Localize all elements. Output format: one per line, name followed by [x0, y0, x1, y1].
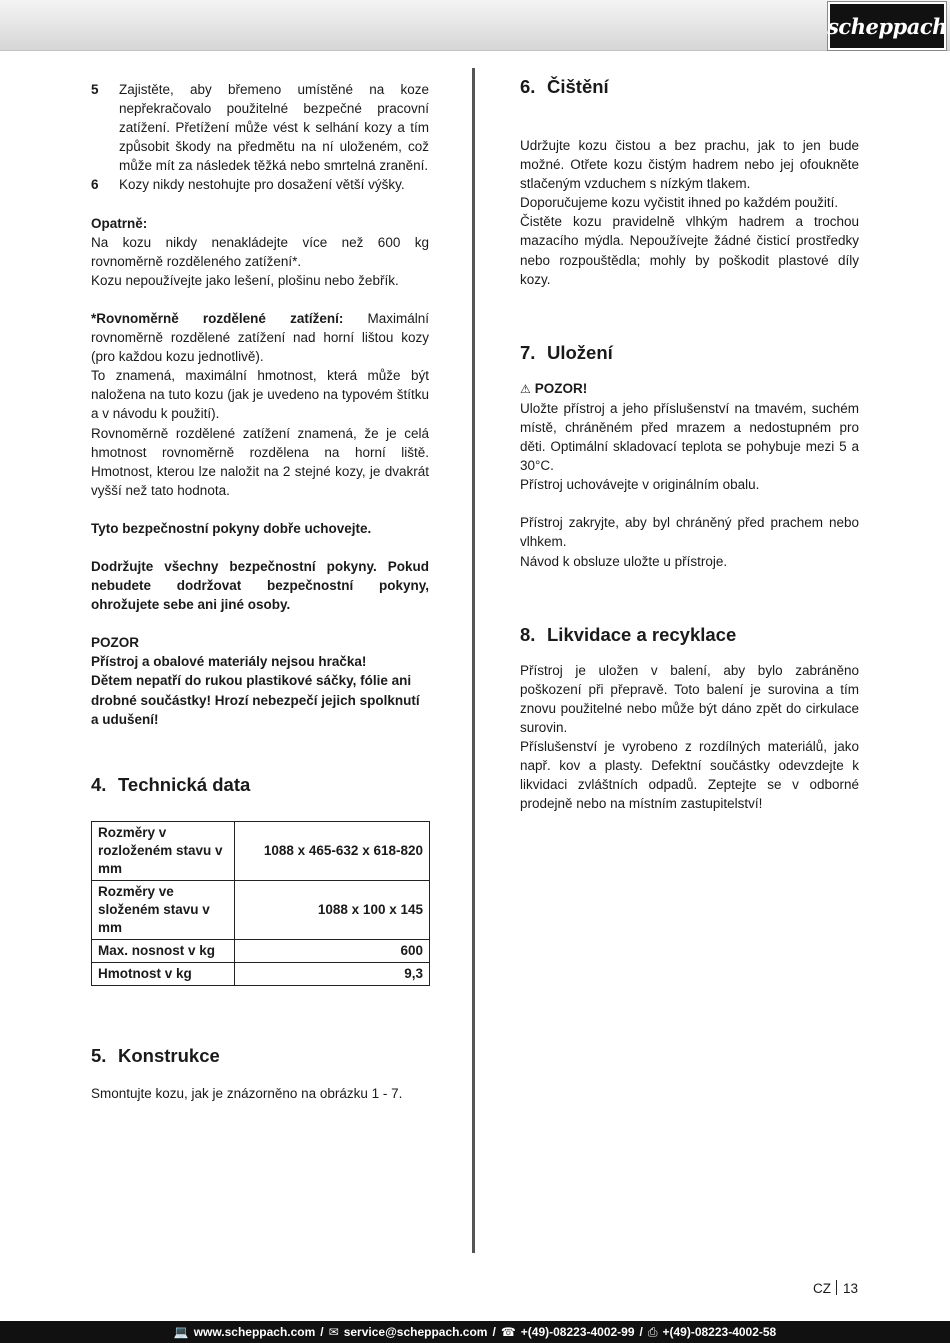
section-6-text: Udržujte kozu čistou a bez prachu, jak to jen bude možné. Otřete kozu čistým hadrem nebo jej ofoukněte stlačeným vzduchem s nízkým tlakem.: [520, 138, 859, 192]
footer-web[interactable]: www.scheppach.com: [193, 1325, 316, 1339]
section-title: Čištění: [547, 76, 609, 97]
computer-icon: 💻: [173, 1325, 189, 1339]
section-7-text: Návod k obsluze uložte u přístroje.: [520, 553, 728, 569]
udl-definition: [91, 309, 429, 366]
technical-data-table: [91, 821, 430, 986]
section-number: 6.: [520, 76, 536, 97]
footer-separator: /: [320, 1325, 324, 1339]
table-label: Rozměry ve složeném stavu v mm: [92, 880, 235, 939]
storage-warning: [520, 379, 859, 399]
item-text: Kozy nikdy nestohujte pro dosažení větší výšky.: [119, 177, 405, 193]
section-6-heading: [520, 75, 859, 99]
keep-instructions: Tyto bezpečnostní pokyny dobře uchovejte.: [91, 520, 372, 536]
section-5-heading: [91, 1044, 429, 1068]
caution-heading: Opatrně:: [91, 215, 148, 231]
udl-def: Maximální rovnoměrně rozdělené zatížení nad horní lištou kozy (pro každou kozu jednotlivě).: [91, 310, 430, 365]
section-6-text: Čistěte kozu pravidelně vlhkým hadrem a trochou mazacího mýdla. Nepoužívejte žádné čisticí prostředky nebo rozpouštědla; mohly by poškodit plastové díly kozy.: [520, 214, 859, 287]
section-number: 7.: [520, 341, 536, 363]
footer-fax: +(49)-08223-4002-58: [662, 1325, 777, 1339]
warning-triangle-icon: ⚠: [520, 381, 531, 396]
section-title: Konstrukce: [118, 1044, 220, 1066]
footer-bar: [0, 1321, 950, 1343]
section-7-text: Přístroj zakryjte, aby byl chráněný před prachem nebo vlhkem.: [520, 515, 859, 550]
table-row: [92, 962, 430, 985]
table-value: 600: [235, 939, 430, 962]
header-bar: [0, 0, 950, 51]
section-7-text: Uložte přístroj a jeho příslušenství na tmavém, suchém místě, chráněném před mrazem a nedostupném pro děti. Optimální skladovací teplota se pohybuje mezi 5 a 30°C.: [520, 400, 859, 474]
udl-paragraph: Rovnoměrně rozdělené zatížení znamená, že je celá hmotnost rovnoměrně rozdělena na horní liště. Hmotnost, kterou lze naložit na 2 stejné kozy, je dvakrát vyšší než tato hodnota.: [91, 425, 429, 498]
section-4-heading: [91, 773, 429, 797]
page-lang: CZ: [813, 1281, 831, 1296]
pozor-heading: POZOR: [91, 635, 140, 651]
column-divider: [472, 68, 475, 1253]
fax-icon: ⎙: [647, 1324, 658, 1339]
section-number: 8.: [520, 623, 536, 645]
section-title: Technická data: [118, 773, 251, 795]
caution-text: Na kozu nikdy nenakládejte více než 600 kg rovnoměrně rozděleného zatížení*.: [91, 234, 429, 269]
section-8-text: Přístroj je uložen v balení, aby bylo zabráněno poškození při přepravě. Toto balení je surovina a tím znovu použitelné nebo může být dáno zpět do cirkulace surovin.: [520, 662, 859, 735]
right-column: [520, 75, 859, 813]
item-number: 5: [91, 82, 99, 97]
table-row: [92, 821, 430, 880]
scheppach-logo[interactable]: scheppach: [828, 2, 946, 50]
footer-separator: /: [639, 1325, 643, 1339]
email-icon: ✉: [328, 1325, 339, 1339]
table-value: 1088 x 465-632 x 618-820: [235, 821, 430, 880]
pozor-text: Přístroj a obalové materiály nejsou hračka!: [91, 654, 367, 670]
table-label: Hmotnost v kg: [92, 962, 235, 985]
phone-icon: ☎: [500, 1325, 516, 1339]
udl-term: *Rovnoměrně rozdělené zatížení:: [91, 310, 344, 326]
section-title: Uložení: [547, 341, 613, 363]
safety-item-6: [91, 175, 429, 194]
follow-instructions: Dodržujte všechny bezpečnostní pokyny. Pokud nebudete dodržovat bezpečnostní pokyny, ohrožujete sebe ani jiné osoby.: [91, 558, 429, 613]
page-separator: [836, 1280, 837, 1295]
section-7-heading: [520, 341, 859, 365]
footer-separator: /: [492, 1325, 496, 1339]
item-number: 6: [91, 177, 99, 193]
table-label: Max. nosnost v kg: [92, 939, 235, 962]
warning-label: POZOR!: [534, 380, 588, 396]
table-row: [92, 939, 430, 962]
section-6-text: Doporučujeme kozu vyčistit ihned po každém použití.: [520, 195, 839, 211]
page-num: 13: [843, 1281, 859, 1296]
page-number: [813, 1280, 858, 1296]
table-label: Rozměry v rozloženém stavu v mm: [92, 821, 235, 880]
udl-paragraph: To znamená, maximální hmotnost, která může být naložena na tuto kozu (jak je uvedeno na typovém štítku a v návodu k použití).: [91, 368, 429, 422]
safety-item-5: [91, 80, 429, 175]
footer-phone: +(49)-08223-4002-99: [520, 1325, 635, 1339]
item-text: Zajistěte, aby břemeno umístěné na koze nepřekračovalo použitelné bezpečné pracovní zatížení. Přetížení může vést k selhání kozy a tím způsobit škody na předmětu na ní uloženém, což může mít za následek těžká nebo smrtelná zranění.: [119, 82, 429, 174]
left-column: [91, 80, 429, 1103]
section-8-heading: [520, 623, 859, 647]
section-5-text: Smontujte kozu, jak je znázorněno na obrázku 1 - 7.: [91, 1085, 403, 1101]
section-title: Likvidace a recyklace: [547, 623, 737, 645]
caution-text: Kozu nepoužívejte jako lešení, plošinu nebo žebřík.: [91, 272, 399, 288]
table-value: 1088 x 100 x 145: [235, 880, 430, 939]
section-7-text: Přístroj uchovávejte v originálním obalu.: [520, 477, 760, 493]
section-number: 4.: [91, 773, 107, 795]
table-value: 9,3: [235, 962, 430, 985]
section-number: 5.: [91, 1044, 107, 1066]
table-row: [92, 880, 430, 939]
section-8-text: Příslušenství je vyrobeno z rozdílných materiálů, jako např. kov a plasty. Defektní součástky odevzdejte k likvidaci zvláštních odpadů. Zeptejte se v odborné prodejně nebo na místním zastupitelství!: [520, 738, 859, 812]
pozor-text: Dětem nepatří do rukou plastikové sáčky, fólie ani drobné součástky! Hrozí nebezpečí jejich spolknutí a udušení!: [91, 673, 420, 727]
footer-email[interactable]: service@scheppach.com: [343, 1325, 488, 1339]
